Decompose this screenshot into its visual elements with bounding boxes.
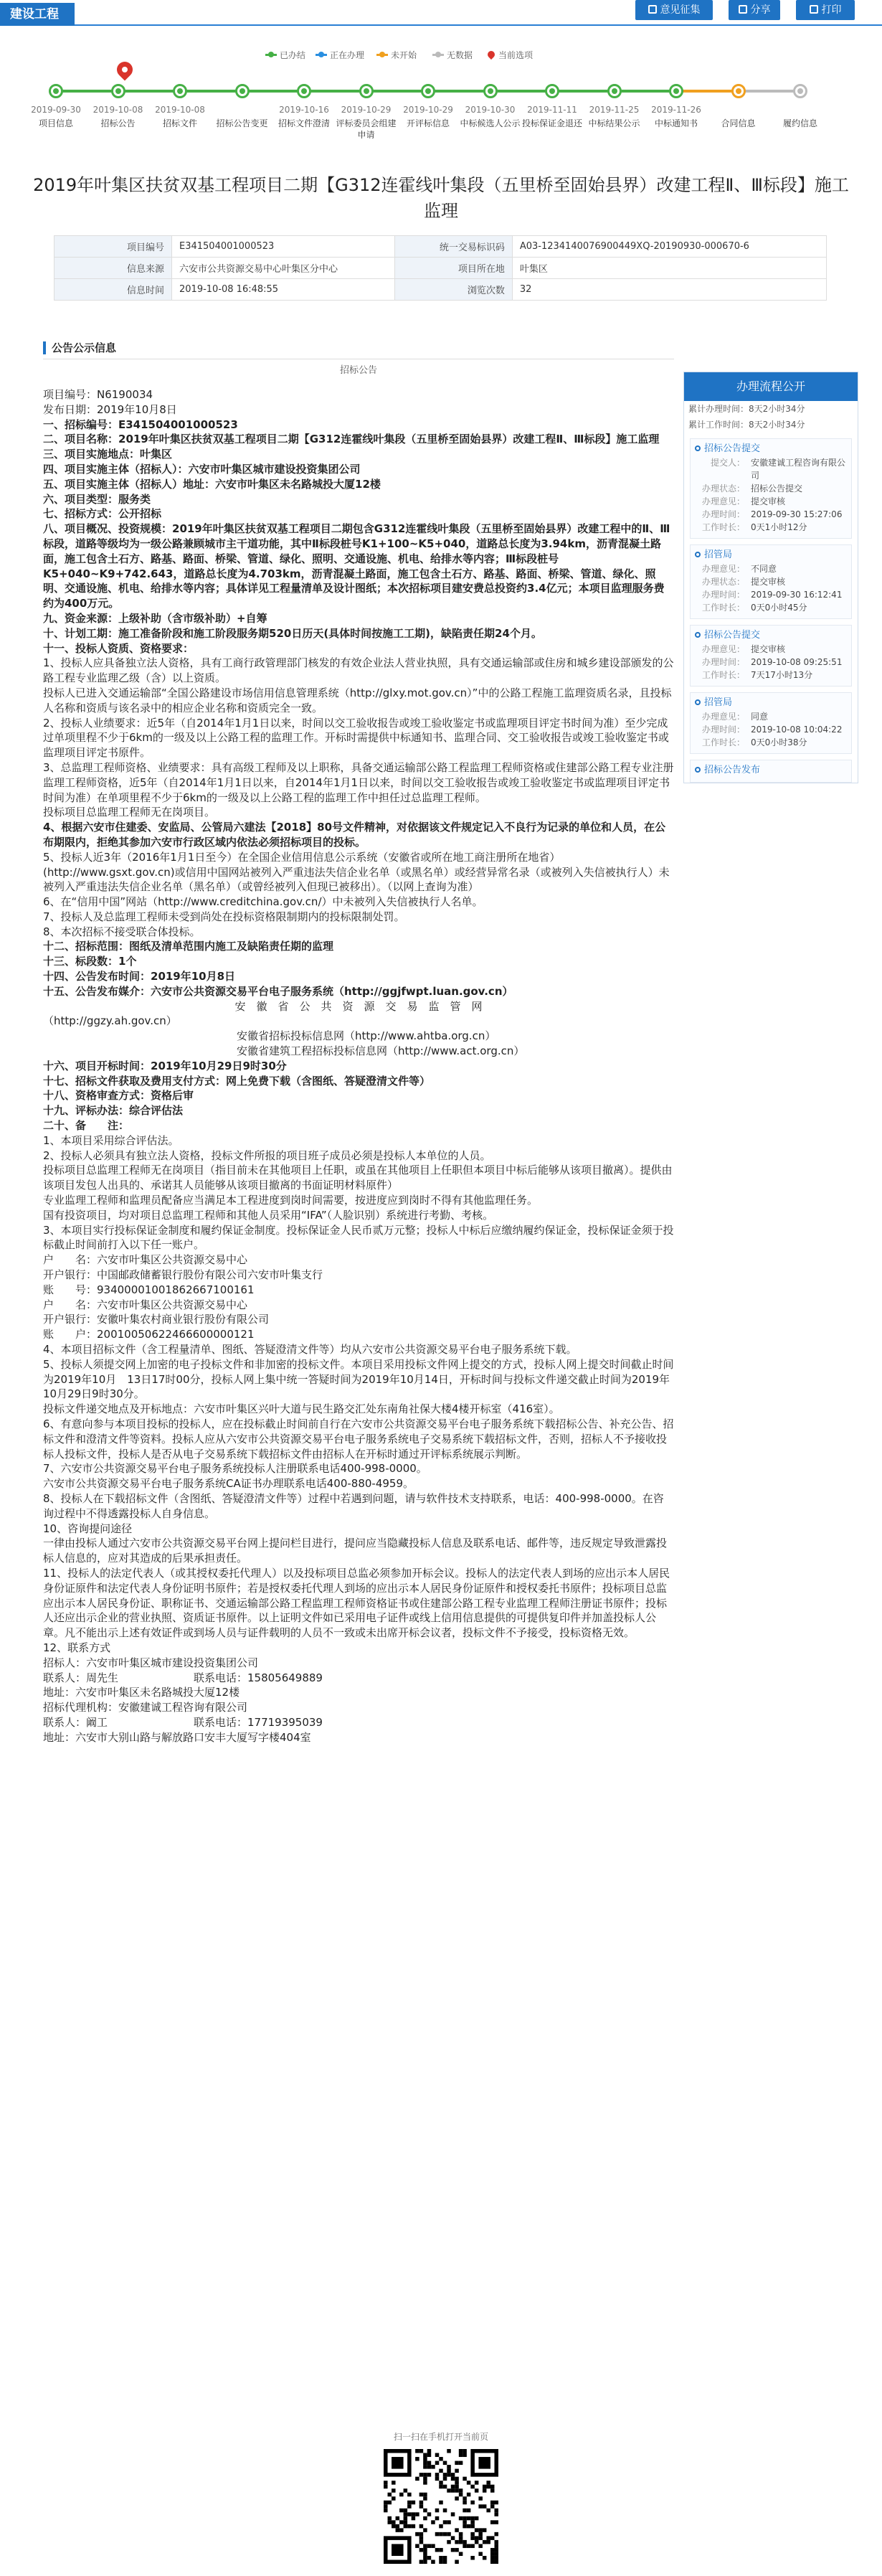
info-key: 信息来源: [54, 258, 172, 279]
notice-paragraph: 联系人：阚工 联系电话：17719395039: [43, 1715, 323, 1729]
process-step: [690, 692, 852, 754]
info-value: A03-12341400769004​49XQ-20190930-000670-6: [512, 236, 826, 258]
process-step: [690, 625, 852, 687]
notice-paragraph: 联系人：周先生 联系电话：15805649889: [43, 1671, 323, 1684]
step-status-icon: [695, 632, 701, 638]
qr-code-icon: [384, 2449, 498, 2564]
step-field-value: 同意: [751, 712, 769, 722]
timeline-node[interactable]: [49, 84, 63, 98]
step-field-key: 办理时间：: [701, 725, 745, 735]
notice-paragraph: 八、项目概况、投资规模：2019年叶集区扶贫双基工程项目二期包含G312连霍线叶集段（五里桥至固始县界）改建工程中的Ⅱ、Ⅲ标段，道路等级均为一级公路兼顾城市主干道功能，其中Ⅱ标段桩号K1+100~K5+040，道路总长度为3.94km，沥青混凝土路面，施工包含土石方、路基、路面、桥梁、管道、绿化、照明、交通设施、机电、给排水等内容；Ⅲ标段桩号K5+040~K9+742.643，道路总长度为4.703km，沥青混凝土路面，施工包含土石方、路基、路面、桥梁、管道、绿化、照明、交通设施、机电、给排水等内容；具体详见工程量清单及设计图纸；本次招标项目建安费总投资约3.4亿元；本项目监理服务费约为400万元。: [43, 522, 670, 610]
step-field-value: 2019-10-08 09:25:51: [751, 657, 843, 667]
step-field-key: 工作时长：: [701, 603, 745, 613]
timeline-step-label[interactable]: 中标候选人公示: [460, 118, 521, 128]
timeline-connector: [366, 90, 429, 93]
notice-paragraph: 10、咨询提问途径: [43, 1521, 133, 1535]
info-key: 项目所在地: [394, 258, 512, 279]
step-field-value: 2019-09-30 15:27:06: [751, 509, 843, 519]
step-header: [695, 763, 847, 778]
step-field-value: 0天0小时38分: [751, 737, 807, 747]
notice-paragraph: 2、投标人必须具有独立法人资格，投标文件所报的项目班子成员必须是投标人本单位的人员。: [43, 1148, 491, 1162]
share-button[interactable]: 分享: [729, 0, 780, 20]
timeline-connector: [676, 90, 739, 93]
notice-paragraph: 户 名：六安市叶集区公共资源交易中心: [43, 1298, 248, 1311]
notice-paragraph: 投标文件递交地点及开标地点：六安市叶集区兴叶大道与民生路交汇处东南角社保大楼4楼开标室（416室）。: [43, 1402, 560, 1416]
step-field-key: 办理时间：: [701, 657, 745, 667]
step-field: [695, 710, 847, 723]
qr-caption: 扫一扫在手机打开当前页: [393, 2432, 488, 2442]
notice-paragraph: 账 号：93400001001862667100161: [43, 1283, 255, 1296]
notice-paragraph: 安徽省招标投标信息网（http://www.ahtba.org.cn）: [237, 1029, 496, 1043]
table-row: [54, 279, 827, 301]
step-field: [695, 723, 847, 736]
legend-current: 当前选项: [488, 49, 533, 61]
timeline-step-label[interactable]: 项目信息: [38, 118, 73, 128]
legend-not-started: 未开始: [376, 49, 417, 61]
notice-paragraph: 4、本项目招标文件（含工程量清单、图纸、答疑澄清文件等）均从六安市公共资源交易平台电子服务系统下载。: [43, 1343, 577, 1356]
notice-paragraph: 十六、项目开标时间：2019年10月29日9时30分: [43, 1059, 287, 1072]
info-value: 六安市公共资源交易中心叶集区分中心: [172, 258, 395, 279]
step-name: 招标公告发布: [704, 765, 761, 775]
notice-paragraph: 5、投标人近3年（2016年1月1日至今）在全国企业信用信息公示系统（安徽省或所在地工商注册所在地省）(http://www.gsxt.gov.cn)或信用中国网站被列入严重违法失信企业名单（或黑名单）或经营异常名录（或被列入失信被执行人）未被列入严重违法失信企业名单（黑名单）（或曾经被列入但现已被移出）。（以网上查询为准）: [43, 850, 670, 894]
step-field-value: 2019-10-08 10:04:22: [751, 725, 843, 735]
notice-paragraph: 十九、评标办法：综合评估法: [43, 1104, 184, 1118]
timeline-node[interactable]: [731, 84, 746, 98]
timeline-connector: [615, 90, 677, 93]
process-step: [690, 438, 852, 539]
notice-paragraph: 十七、招标文件获取及费用支付方式：网上免费下载（含图纸、答疑澄清文件等）: [43, 1074, 431, 1088]
step-name: 招标公告提交: [704, 443, 761, 454]
notice-paragraph: 国有投资项目，均对项目总监理工程师和其他人员采用“IFA”（人脸识别）系统进行考勤、考核。: [43, 1208, 494, 1222]
notice-paragraph: 十三、标段数：1个: [43, 955, 137, 968]
notice-paragraph: 投标人已进入交通运输部“全国公路建设市场信用信息管理系统（http://glxy.mot.gov.cn）”中的公路工程施工监理资质名录，且投标人名称和资质与该名录中的相应企业名称和资质完全一致。: [43, 686, 672, 714]
table-row: [54, 258, 827, 279]
notice-paragraph: 四、项目实施主体（招标人）：六安市叶集区城市建设投资集团公司: [43, 462, 361, 476]
timeline-node[interactable]: [359, 84, 374, 98]
timeline-step-label[interactable]: 招标文件澄清: [278, 118, 330, 128]
notice-paragraph: 账 户：20010050622466600000121: [43, 1328, 255, 1341]
notice-paragraph: 开户银行：安徽叶集农村商业银行股份有限公司: [43, 1313, 270, 1326]
notice-paragraph: 7、六安市公共资源交易平台电子服务系统投标人注册联系电话400-998-0000。: [43, 1462, 427, 1476]
info-value: 叶集区: [512, 258, 826, 279]
timeline-node[interactable]: [111, 84, 125, 98]
timeline-date: 2019-10-29: [403, 105, 453, 115]
timeline-connector: [552, 90, 615, 93]
timeline-date: 2019-10-30: [465, 105, 516, 115]
step-field-key: 办理状态：: [701, 577, 745, 587]
notice-paragraph: 6、有意向参与本项目投标的投标人，应在投标截止时间前自行在六安市公共资源交易平台电子服务系统下载招标公告、补充公告、招标文件和澄清文件等资料。投标人应从六安市公共资源交易平台电子服务系统电子交易系统下载招标文件，否则，招标人不予接收投标人投标文件，投标人是否从电子交易系统下载招标文件由招标人在开标时通过开评标系统展示判断。: [43, 1417, 674, 1461]
step-field-key: 工作时长：: [701, 670, 745, 680]
sidebar-title: 办理流程公开: [684, 372, 858, 401]
step-field: [695, 456, 847, 482]
timeline-date: 2019-11-11: [527, 105, 577, 115]
step-field: [695, 562, 847, 575]
step-field-key: 工作时长：: [701, 522, 745, 532]
notice-paragraph: 4、根据六安市住建委、安监局、公管局六建法【2018】80号文件精神，对依据该文件规定记入不良行为记录的单位和人员，在公布期限内，拒绝其参加六安市行政区域内依法必须招标项目的投标。: [43, 821, 666, 849]
step-field-value: 7天17小时13分: [751, 670, 813, 680]
notice-paragraph: 招标代理机构：安徽建诚工程咨询有限公司: [43, 1701, 248, 1714]
print-button[interactable]: 打印: [796, 0, 855, 20]
notice-paragraph: 十八、资格审查方式：资格后审: [43, 1089, 194, 1103]
step-field: [695, 736, 847, 749]
notice-paragraph: 5、投标人须提交网上加密的电子投标文件和非加密的投标文件。本项目采用投标文件网上提交的方式，投标人网上提交时间截止时间为2019年10月 13日17时00分，投标人网上集中统一答疑时间为2019年10月14日，开标时间与投标文件递交截止时间为2019年10月29日9时30分。: [43, 1357, 674, 1401]
step-field-key: 办理意见：: [701, 564, 745, 574]
step-field-key: 办理意见：: [701, 496, 745, 506]
step-field: [695, 643, 847, 656]
timeline-node[interactable]: [297, 84, 311, 98]
sidebar-steps: [684, 438, 858, 783]
location-pin-icon: [486, 49, 496, 60]
notice-paragraph: 2、投标人业绩要求：近5年（自2014年1月1日以来，时间以交工验收报告或竣工验收鉴定书或监理项目评定书时间为准）至少完成过单项里程不少于6km的一级及以上公路工程的监理工作。开标时需提供中标通知书、监理合同、交工验收报告或竣工验收鉴定书或监理项目评定书原件。: [43, 716, 669, 760]
notice-paragraph: 十二、招标范围：图纸及清单范围内施工及缺陷责任期的监理: [43, 940, 334, 953]
notice-paragraph: 8、本次招标不接受联合体投标。: [43, 925, 201, 938]
edit-icon: [648, 5, 657, 14]
step-field-value: 安徽建诚工程咨询有限公司: [751, 458, 846, 481]
step-field-key: 工作时长：: [701, 737, 745, 747]
step-name: 招管局: [704, 697, 733, 708]
step-field: [695, 601, 847, 614]
step-name: 招标公告提交: [704, 630, 761, 641]
timeline-date: 2019-11-25: [589, 105, 640, 115]
notice-paragraph: 安 徽 省 公 共 资 源 交 易 监 管 网: [234, 999, 483, 1013]
step-field: [695, 656, 847, 669]
legend-in-progress: 正在办理: [316, 49, 364, 61]
info-key: 浏览次数: [394, 279, 512, 301]
timeline-node[interactable]: [545, 84, 559, 98]
share-icon: [739, 5, 747, 14]
notice-paragraph: 3、本项目实行投标保证金制度和履约保证金制度。投标保证金人民币贰万元整；投标人中标后应缴纳履约保证金，投标保证金须于投标截止时间前打入以下任一账户。: [43, 1223, 674, 1252]
notice-paragraph: 投标项目总监理工程师无在岗项目（指目前未在其他项目上任职，或虽在其他项目上任职但本项目中标后能够从该项目撤离）。提供由该项目发包人出具的、承诺其人员能够从该项目撤离的书面证明材料原件）: [43, 1164, 673, 1192]
timeline-node[interactable]: [669, 84, 683, 98]
notice-paragraph: 8、投标人在下载招标文件（含图纸、答疑澄清文件等）过程中若遇到问题，请与软件技术支持联系，电话：400-998-0000。在咨询过程中不得透露投标人自身信息。: [43, 1491, 664, 1520]
step-name: 招管局: [704, 549, 733, 560]
timeline-step-label[interactable]: 招标公告: [100, 118, 136, 128]
timeline-connector: [242, 90, 305, 93]
step-field: [695, 575, 847, 588]
step-field-value: 提交审核: [751, 644, 786, 654]
step-field-value: 提交审核: [751, 496, 786, 506]
step-header: [695, 548, 847, 562]
notice-paragraph: 六、项目类型：服务类: [43, 492, 151, 506]
notice-paragraph: 1、本项目采用综合评估法。: [43, 1133, 179, 1147]
legend-done: 已办结: [265, 49, 305, 61]
info-key: 统一交易标识码: [394, 236, 512, 258]
step-status-icon: [695, 445, 701, 451]
timeline-node[interactable]: [483, 84, 498, 98]
notice-paragraph: 发布日期：2019年10月8日: [43, 402, 177, 416]
printer-icon: [810, 5, 818, 14]
process-step: [690, 760, 852, 783]
notice-paragraph: 1、投标人应具备独立法人资格，具有工商行政管理部门核发的有效企业法人营业执照，具有交通运输部或住房和城乡建设部颁发的公路工程专业监理乙级（含）以上资质。: [43, 656, 674, 685]
timeline-step-label[interactable]: 开评标信息: [406, 118, 450, 128]
timeline-date: 2019-10-08: [155, 105, 205, 115]
notice-paragraph: 投标项目总监理工程师无在岗项目。: [43, 806, 216, 819]
timeline-step-label[interactable]: 中标结果公示: [588, 118, 640, 128]
step-field: [695, 669, 847, 681]
notice-body: [43, 387, 674, 1745]
notice-paragraph: 6、在“信用中国”网站（http://www.creditchina.gov.cn/）中未被列入失信被执行人名单。: [43, 895, 483, 909]
sidebar-stat: 累计办理时间：8天2小时34分: [688, 404, 805, 414]
step-field-key: 办理时间：: [701, 509, 745, 519]
page-title: 2019年叶集区扶贫双基工程项目二期【G312连霍线叶集段（五里桥至固始县界）改建工程Ⅱ、Ⅲ标段】施工监理: [33, 175, 849, 221]
notice-paragraph: 户 名：六安市叶集区公共资源交易中心: [43, 1253, 248, 1267]
notice-paragraph: 7、投标人及总监理工程师未受到尚处在投标资格限制期内的投标限制处罚。: [43, 910, 405, 923]
step-field: [695, 521, 847, 534]
process-step: [690, 544, 852, 619]
section-heading: 公告公示信息: [43, 341, 116, 354]
timeline-connector: [739, 90, 801, 93]
info-key: 信息时间: [54, 279, 172, 301]
timeline-connector: [56, 90, 118, 93]
notice-paragraph: 安徽省建筑工程招标投标信息网（http://www.act.org.cn）: [237, 1044, 525, 1058]
timeline-connector: [180, 90, 242, 93]
notice-paragraph: 五、项目实施主体（招标人）地址：六安市叶集区未名路城投大厦12楼: [43, 477, 381, 491]
notice-paragraph: 二十、备 注：: [43, 1119, 130, 1133]
info-value: 2019-10-08 16:48:55: [172, 279, 395, 301]
notice-paragraph: 七、招标方式：公开招标: [43, 507, 162, 521]
notice-paragraph: 一律由投标人通过六安市公共资源交易平台网上提问栏目进行，提问应当隐藏投标人信息及联系电话、邮件等，违反规定导致泄露投标人信息的，应对其造成的后果承担责任。: [43, 1537, 668, 1565]
timeline-date: 2019-09-30: [31, 105, 81, 115]
page-category-tab[interactable]: 建设工程: [0, 3, 75, 26]
notice-paragraph: 十五、公告发布媒介：六安市公共资源交易平台电子服务系统（http://ggjfwpt.luan.gov.cn）: [43, 984, 513, 998]
step-field-value: 0天0小时45分: [751, 603, 807, 613]
notice-paragraph: 九、资金来源：上级补助（含市级补助）+自筹: [43, 611, 267, 625]
notice-type-label: 招标公告: [339, 365, 377, 376]
timeline-node[interactable]: [793, 84, 807, 98]
timeline-node[interactable]: [235, 84, 250, 98]
notice-paragraph: （http://ggzy.ah.gov.cn）: [43, 1014, 177, 1028]
step-header: [695, 628, 847, 643]
notice-paragraph: 三、项目实施地点：叶集区: [43, 448, 173, 461]
feedback-button[interactable]: 意见征集: [635, 0, 713, 20]
step-status-icon: [695, 767, 701, 773]
timeline-step-label[interactable]: 合同信息: [721, 118, 756, 128]
info-key: 项目编号: [54, 236, 172, 258]
step-status-icon: [695, 552, 701, 557]
step-field-key: 办理意见：: [701, 644, 745, 654]
process-sidebar: [683, 372, 858, 783]
notice-paragraph: 项目编号：N6190034: [43, 388, 153, 401]
notice-paragraph: 地址：六安市叶集区未名路城投大厦12楼: [43, 1686, 240, 1699]
notice-paragraph: 地址：六安市大别山路与解放路口安丰大厦写字楼404室: [43, 1730, 311, 1744]
step-field-key: 办理意见：: [701, 712, 745, 722]
step-field-key: 提交人：: [710, 458, 745, 468]
step-field-value: 提交审核: [751, 577, 786, 587]
timeline-date: 2019-10-16: [279, 105, 329, 115]
timeline-connector: [118, 90, 181, 93]
notice-paragraph: 开户银行：中国邮政储蓄银行股份有限公司六安市叶集支行: [43, 1268, 323, 1282]
notice-paragraph: 3、总监理工程师资格、业绩要求：具有高级工程师及以上职称，具备交通运输部公路工程监理工程师资格或住建部公路工程专业注册监理工程师资格，近5年（自2014年1月1日以来，自2014年1月1日以来，时间以交工验收报告或竣工验收鉴定书或监理项目评定书时间为准）在单项里程不少于6km的一级及以上公路工程的监理工作中担任过总监理工程师。: [43, 760, 674, 804]
timeline-date: 2019-10-29: [341, 105, 392, 115]
current-location-pin-icon: [113, 58, 136, 80]
timeline-step-label[interactable]: 招标文件: [162, 118, 197, 128]
timeline-step-label[interactable]: 履约信息: [782, 118, 817, 128]
timeline-step-label[interactable]: 中标通知书: [654, 118, 698, 128]
notice-paragraph: 六安市公共资源交易平台电子服务系统CA证书办理联系电话400-880-4959。: [43, 1477, 414, 1491]
table-row: [54, 236, 827, 258]
notice-paragraph: 一、招标编号：E3415040010005​23: [43, 417, 238, 431]
timeline-date: 2019-11-26: [651, 105, 701, 115]
timeline-node[interactable]: [421, 84, 435, 98]
legend-no-data: 无数据: [432, 49, 473, 61]
step-field: [695, 482, 847, 495]
step-field: [695, 495, 847, 508]
project-info-table: [54, 235, 827, 301]
step-header: [695, 696, 847, 710]
step-field: [695, 508, 847, 521]
timeline-step-label[interactable]: 评标委员会组建申请: [336, 118, 397, 140]
notice-paragraph: 11、投标人的法定代表人（或其授权委托代理人）以及投标项目总监必须参加开标会议。投标人的法定代表人到场的应出示本人居民身份证原件和法定代表人身份证明书原件；若是授权委托代理人到场的应出示本人居民身份证原件和授权委托书原件；投标项目总监应出示本人居民身份证、职称证书、交通运输部公路工程监理工程师资格证书或住建部公路工程专业监理工程师注册证书原件；投标人还应出示企业的营业执照、资质证书原件。以上证明文件如已采用电子证件或线上信用信息提供的可提供复印件并加盖投标人公章。凡不能出示上述有效证件或到场人员与证件载明的人员不一致或未出席开标会议者，投标文件不予接受，投标资格无效。: [43, 1566, 670, 1640]
notice-paragraph: 12、联系方式: [43, 1641, 111, 1654]
notice-paragraph: 十一、投标人资质、资格要求：: [43, 641, 194, 655]
step-field-key: 办理状态：: [701, 483, 745, 494]
timeline-node[interactable]: [173, 84, 187, 98]
timeline-date: 2019-10-08: [93, 105, 143, 115]
step-field-value: 不同意: [751, 564, 777, 574]
notice-paragraph: 二、项目名称：2019年叶集区扶贫双基工程项目二期【G312连霍线叶集段（五里桥至固始县界）改建工程Ⅱ、Ⅲ标段】施工监理: [43, 433, 660, 446]
info-value: 32: [512, 279, 826, 301]
timeline-step-label[interactable]: 投标保证金退还: [521, 118, 582, 128]
step-field-value: 招标公告提交: [751, 483, 803, 494]
step-field-value: 2019-09-30 16:12:41: [751, 590, 843, 600]
timeline-node[interactable]: [607, 84, 622, 98]
step-header: [695, 442, 847, 456]
timeline-connector: [428, 90, 490, 93]
timeline-step-label[interactable]: 招标公告变更: [216, 118, 268, 128]
notice-paragraph: 十四、公告发布时间：2019年10月8日: [43, 970, 236, 983]
notice-paragraph: 十、计划工期：施工准备阶段和施工阶段服务期520日历天(具体时间按施工工期)，缺陷责任期24个月。: [43, 626, 542, 640]
sidebar-stat: 累计工作时间：8天2小时34分: [688, 420, 805, 430]
timeline-connector: [304, 90, 366, 93]
timeline-connector: [490, 90, 553, 93]
step-field: [695, 588, 847, 601]
info-value: E3415040010005​23: [172, 236, 395, 258]
step-status-icon: [695, 699, 701, 705]
step-field-key: 办理时间：: [701, 590, 745, 600]
notice-paragraph: 专业监理工程师和监理员配备应当满足本工程进度到岗时间需要，按进度应到岗时不得有其他监理任务。: [43, 1194, 539, 1207]
step-field-value: 0天1小时12分: [751, 522, 807, 532]
notice-paragraph: 招标人：六安市叶集区城市建设投资集团公司: [43, 1656, 259, 1669]
